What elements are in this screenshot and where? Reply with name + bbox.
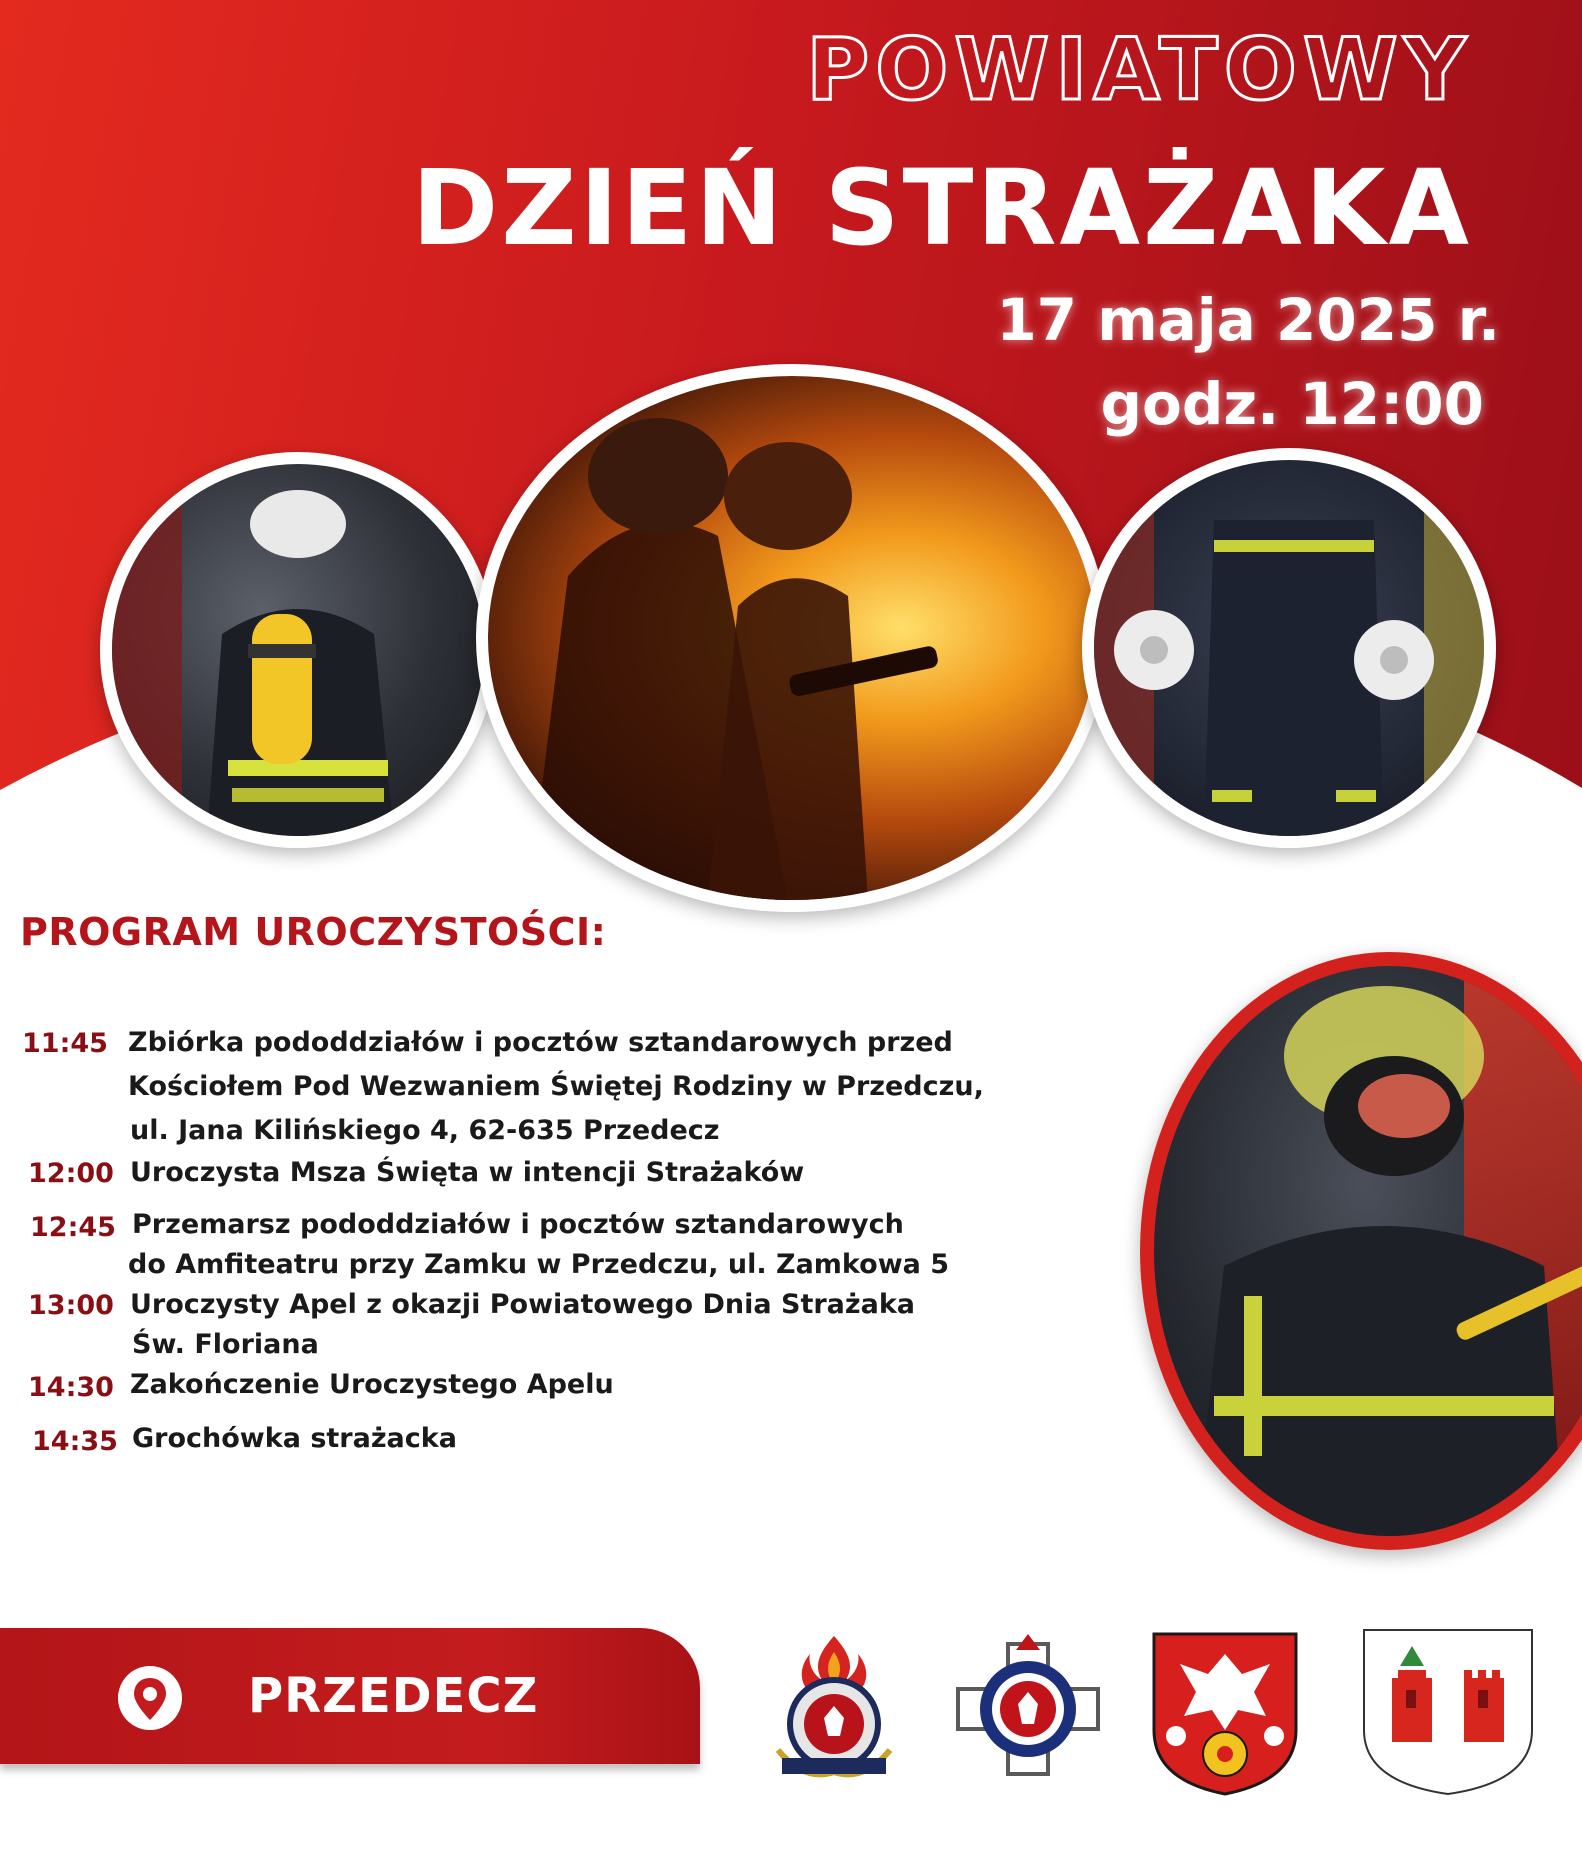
program-line: Uroczysta Msza Święta w intencji Strażaków [130,1157,805,1188]
location-label: PRZEDECZ [248,1668,539,1724]
powiat-coat-of-arms-icon [1150,1630,1300,1798]
event-time: godz. 12:00 [1100,370,1484,438]
program-line: Św. Floriana [132,1329,319,1360]
program-time: 11:45 [22,1028,108,1059]
psp-emblem-icon [764,1632,904,1782]
location-pin-icon [118,1666,182,1730]
program-time: 12:45 [30,1212,116,1243]
program-time: 13:00 [28,1290,114,1321]
program-line: ul. Jana Kilińskiego 4, 62-635 Przedecz [130,1115,720,1146]
zosp-emblem-icon [948,1634,1108,1784]
przedecz-coat-of-arms-icon [1360,1626,1536,1798]
program-line: Zakończenie Uroczystego Apelu [130,1369,614,1400]
photo-firefighter-back [100,452,496,848]
program-line: Zbiórka pododdziałów i pocztów sztandarowych przed [128,1027,953,1058]
photo-firefighter-hoses [1082,448,1496,848]
location-bar [0,1628,700,1764]
program-time: 12:00 [28,1158,114,1189]
program-line: Grochówka strażacka [132,1423,457,1454]
program-line: Przemarsz pododdziałów i pocztów sztandarowych [132,1209,904,1240]
photo-firefighters-fire [476,364,1108,912]
program-line: do Amfiteatru przy Zamku w Przedczu, ul. Zamkowa 5 [128,1249,950,1280]
program-time: 14:35 [32,1426,118,1457]
photo-firefighter-mask [1140,952,1582,1550]
title-powiatowy: POWIATOWY [806,20,1472,120]
title-dzien-strazaka: DZIEŃ STRAŻAKA [411,147,1472,269]
program-heading: PROGRAM UROCZYSTOŚCI: [20,910,607,954]
program-time: 14:30 [28,1372,114,1403]
program-line: Uroczysty Apel z okazji Powiatowego Dnia Strażaka [130,1289,915,1320]
program-line: Kościołem Pod Wezwaniem Świętej Rodziny w Przedczu, [128,1071,984,1102]
event-date: 17 maja 2025 r. [996,286,1500,354]
